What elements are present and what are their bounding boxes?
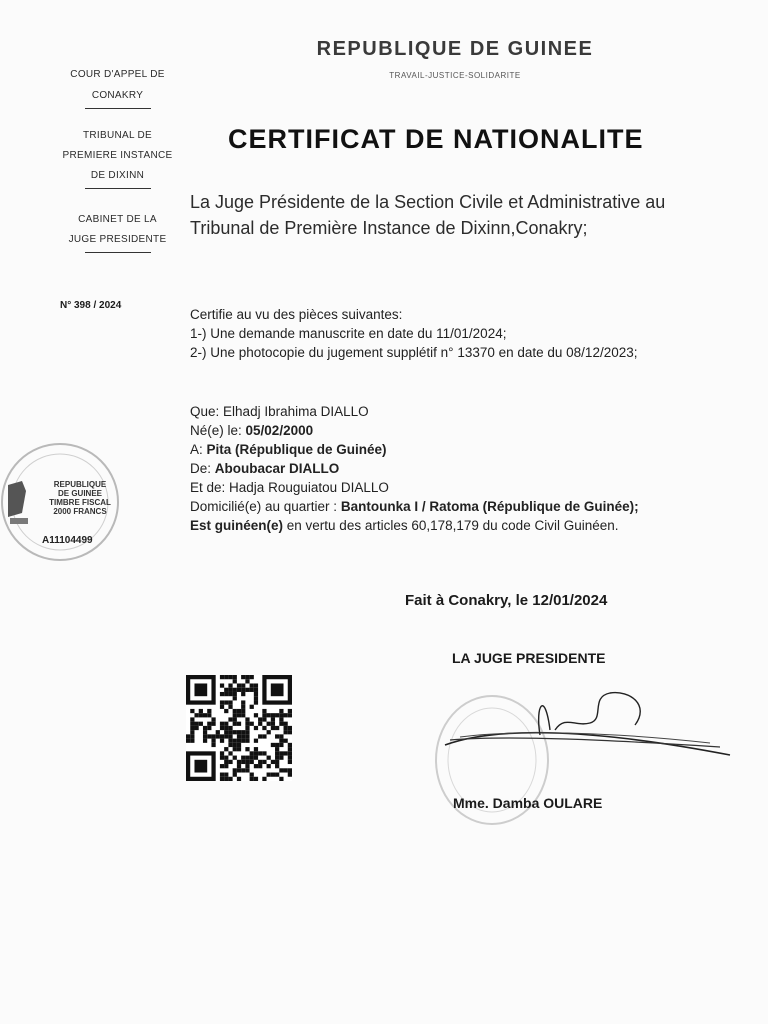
document-title: CERTIFICAT DE NATIONALITE — [228, 124, 644, 154]
mother-name: Hadja Rouguiatou DIALLO — [229, 480, 389, 495]
divider — [85, 108, 151, 109]
birthplace-label: A: — [190, 442, 203, 457]
cabinet-block — [40, 210, 195, 255]
tribunal-block — [40, 126, 195, 191]
place-date: Fait à Conakry, le 12/01/2024 — [405, 592, 608, 609]
stamp-line-2: DE GUINEE — [57, 489, 102, 498]
stamp-serial: A11104499 — [42, 535, 93, 546]
fiscal-stamp — [0, 440, 130, 568]
reference-number: N° 398 / 2024 — [60, 300, 122, 311]
stamp-line-1: REPUBLIQUE — [53, 480, 107, 489]
mother-label: Et de: — [190, 480, 226, 495]
signatory-name: Mme. Damba OULARE — [453, 795, 603, 811]
stamp-line-3: TIMBRE FISCAL — [49, 498, 111, 507]
nationality-basis: en vertu des articles 60,178,179 du code Civil Guinéen. — [286, 518, 619, 533]
national-motto: TRAVAIL-JUSTICE-SOLIDARITE — [389, 71, 521, 80]
republic-heading: REPUBLIQUE DE GUINEE — [316, 38, 594, 60]
divider — [85, 252, 151, 253]
person-name: Elhadj Ibrahima DIALLO — [223, 404, 369, 419]
intro-paragraph: La Juge Présidente de la Section Civile et Administrative au Tribunal de Première Instance de Dixinn,Conakry; — [190, 192, 666, 238]
birth-date: 05/02/2000 — [245, 423, 314, 438]
domicile-label: Domicilié(e) au quartier : — [190, 499, 338, 514]
court-block — [40, 64, 195, 111]
birthplace: Pita (République de Guinée) — [206, 442, 387, 457]
divider — [85, 188, 151, 189]
qr-code-icon — [183, 675, 295, 781]
stamp-line-4: 2000 FRANCS — [53, 507, 107, 516]
cabinet-line-1: CABINET DE LA — [78, 214, 157, 225]
certifie-label: Certifie au vu des pièces suivantes: — [190, 307, 403, 322]
nationality-statement: Est guinéen(e) — [190, 518, 284, 533]
birth-label: Né(e) le: — [190, 423, 242, 438]
tribunal-line-1: TRIBUNAL DE — [82, 130, 153, 141]
piece-item: 2-) Une photocopie du jugement supplétif n° 13370 en date du 08/12/2023; — [190, 345, 638, 360]
piece-item: 1-) Une demande manuscrite en date du 11/01/2024; — [190, 326, 507, 341]
certifie-block — [190, 305, 738, 362]
father-name: Aboubacar DIALLO — [214, 461, 340, 476]
court-line-1: COUR D'APPEL DE — [70, 69, 165, 80]
court-line-2: CONAKRY — [91, 90, 144, 101]
domicile: Bantounka I / Ratoma (République de Guinée); — [340, 499, 639, 514]
que-label: Que: — [190, 404, 220, 419]
father-label: De: — [190, 461, 212, 476]
signatory-role: LA JUGE PRESIDENTE — [452, 650, 606, 666]
person-details — [190, 402, 738, 535]
tribunal-line-3: DE DIXINN — [90, 170, 145, 181]
signature-scribble-icon — [440, 685, 740, 765]
tribunal-line-2: PREMIERE INSTANCE — [62, 150, 173, 161]
cabinet-line-2: JUGE PRESIDENTE — [68, 234, 167, 245]
qr-code — [183, 675, 295, 781]
